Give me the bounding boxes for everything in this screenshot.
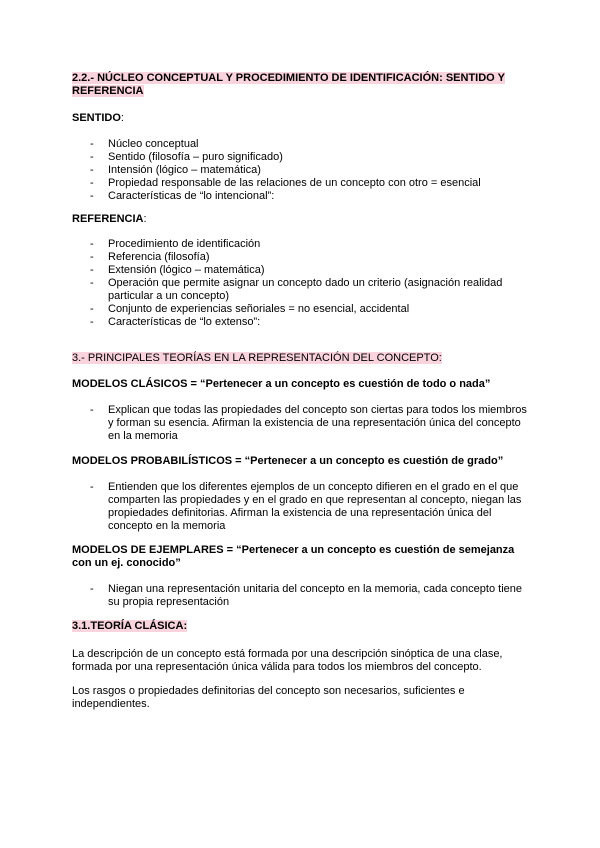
list-item: - Características de “lo extenso”:	[72, 316, 532, 329]
list-item: - Referencia (filosofía)	[72, 251, 532, 264]
section-3-title: 3.- PRINCIPALES TEORÍAS EN LA REPRESENTACIÓN DEL CONCEPTO:	[72, 352, 442, 364]
referencia-label: REFERENCIA	[72, 213, 144, 225]
list-item: - Sentido (filosofía – puro significado)	[72, 151, 532, 164]
sentido-colon: :	[120, 112, 124, 124]
list-item: - Niegan una representación unitaria del concepto en la memoria, cada concepto tiene su propia representación	[72, 583, 532, 609]
paragraph: La descripción de un concepto está formada por una descripción sinóptica de una clase, formada por una representación única válida para todos los miembros del concepto.	[72, 648, 503, 673]
list-item-text: Operación que permite asignar un concepto dado un criterio (asignación realidad particular a un concepto)	[108, 277, 503, 302]
list-item: - Conjunto de experiencias señoriales = no esencial, accidental	[72, 303, 532, 316]
section-3-1-heading	[72, 620, 532, 633]
list-item: - Características de “lo intencional”:	[72, 190, 532, 203]
list-item-text: Propiedad responsable de las relaciones de un concepto con otro = esencial	[108, 177, 481, 189]
list-item-text: Sentido (filosofía – puro significado)	[108, 151, 283, 163]
ejemplares-list	[72, 583, 532, 609]
section-3-heading	[72, 352, 532, 365]
referencia-colon: :	[143, 213, 147, 225]
probabilisticos-list	[72, 481, 532, 533]
list-item: - Entienden que los diferentes ejemplos de un concepto difieren en el grado en el que comparten las propiedades y en el grado en que representan al concepto, niegan las propiedades definitorias. Afirman la existencia de una representación única del concepto en la memoria	[72, 481, 532, 533]
list-item-text: Niegan una representación unitaria del concepto en la memoria, cada concepto tiene su propia representación	[108, 583, 522, 608]
list-item: - Procedimiento de identificación	[72, 238, 532, 251]
list-item-text: Explican que todas las propiedades del concepto son ciertas para todos los miembros y forman su esencia. Afirman la existencia de una representación única del concepto en la memoria	[108, 404, 527, 442]
list-item: - Extensión (lógico – matemática)	[72, 264, 532, 277]
list-item: - Operación que permite asignar un concepto dado un criterio (asignación realidad particular a un concepto)	[72, 277, 532, 303]
list-item-text: Características de “lo intencional”:	[108, 190, 275, 202]
list-item: - Propiedad responsable de las relaciones de un concepto con otro = esencial	[72, 177, 532, 190]
sentido-heading	[72, 112, 532, 125]
list-item-text: Extensión (lógico – matemática)	[108, 264, 265, 276]
probabilisticos-heading: MODELOS PROBABILÍSTICOS = “Pertenecer a un concepto es cuestión de grado”	[72, 455, 504, 467]
paragraph: Los rasgos o propiedades definitorias del concepto son necesarios, suficientes e independientes.	[72, 685, 465, 710]
sentido-list	[72, 138, 532, 203]
list-item: - Intensión (lógico – matemática)	[72, 164, 532, 177]
clasicos-list	[72, 404, 532, 443]
list-item-text: Núcleo conceptual	[108, 138, 199, 150]
list-item-text: Entienden que los diferentes ejemplos de un concepto difieren en el grado en el que comparten las propiedades y en el grado en que representan al concepto, niegan las propiedades definitorias. Afirman la existencia de una representación única del concepto en la memoria	[108, 481, 522, 532]
ejemplares-heading: MODELOS DE EJEMPLARES = “Pertenecer a un concepto es cuestión de semejanza con un ej. conocido”	[72, 544, 515, 569]
list-item-text: Procedimiento de identificación	[108, 238, 261, 250]
list-item-text: Características de “lo extenso”:	[108, 316, 261, 328]
list-item-text: Conjunto de experiencias señoriales = no esencial, accidental	[108, 303, 410, 315]
section-2-2-heading	[72, 72, 532, 98]
list-item: - Núcleo conceptual	[72, 138, 532, 151]
section-2-2-title: 2.2.- NÚCLEO CONCEPTUAL Y PROCEDIMIENTO DE IDENTIFICACIÓN: SENTIDO Y REFERENCIA	[72, 72, 505, 97]
list-item: - Explican que todas las propiedades del concepto son ciertas para todos los miembros y forman su esencia. Afirman la existencia de una representación única del concepto en la memoria	[72, 404, 532, 443]
clasicos-heading: MODELOS CLÁSICOS = “Pertenecer a un concepto es cuestión de todo o nada”	[72, 378, 491, 390]
list-item-text: Intensión (lógico – matemática)	[108, 164, 261, 176]
referencia-list	[72, 238, 532, 329]
referencia-heading	[72, 213, 532, 226]
section-3-1-title: 3.1.TEORÍA CLÁSICA:	[72, 620, 188, 632]
list-item-text: Referencia (filosofía)	[108, 251, 210, 263]
sentido-label: SENTIDO	[72, 112, 121, 124]
